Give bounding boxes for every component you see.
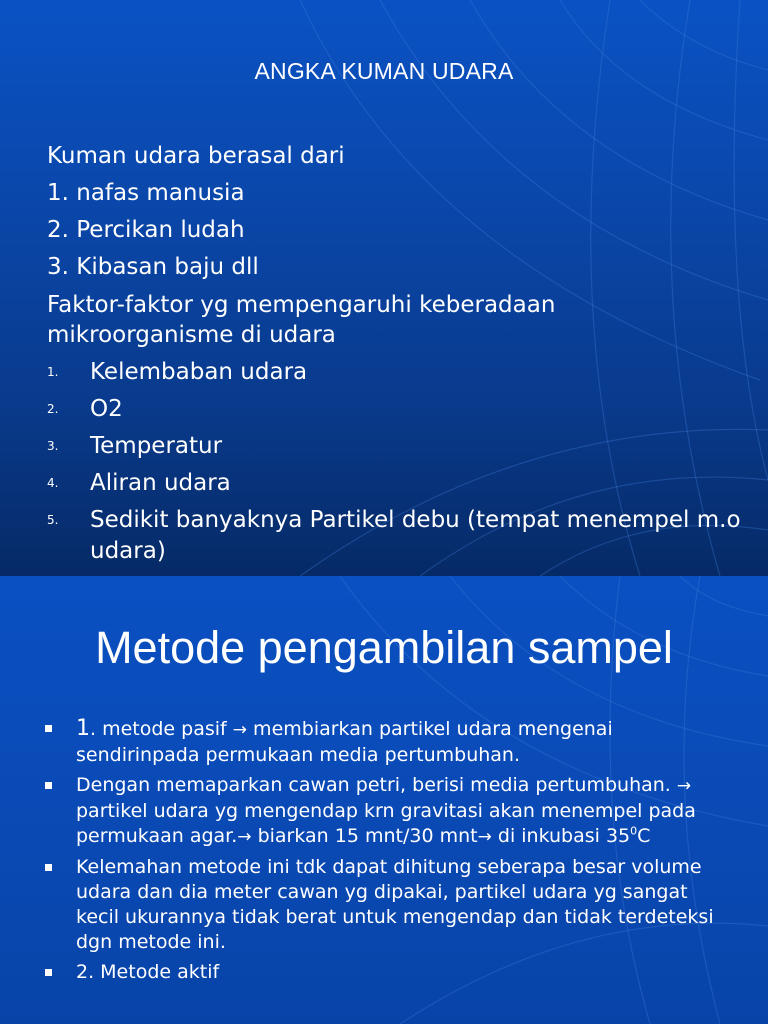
right-arrow-icon: → [477,827,492,847]
factor-item [47,505,747,567]
slide-1-title: ANGKA KUMAN UDARA [254,58,514,84]
slide-2-body [40,716,730,990]
factor-text: O2 [90,396,123,422]
factor-text: Temperatur [90,433,223,459]
bullet-item [40,716,730,768]
bullet-text: partikel udara yg mengendap krn gravitasi akan menempel pada permukaan agar. [76,800,696,847]
bullet-text: Dengan memaparkan cawan petri, berisi media pertumbuhan. [76,774,677,796]
right-arrow-icon: → [237,827,252,847]
slide-2 [0,576,768,1024]
bullet-item [40,855,730,955]
bullet-text: C [637,825,651,847]
bullet-text: membiarkan partikel udara mengenai sendirinpada permukaan media pertumbuhan. [76,718,613,766]
right-arrow-icon: → [676,776,692,796]
bullet-item [40,960,730,985]
factors-heading: Faktor-faktor yg mempengaruhi keberadaan mikroorganisme di udara [47,292,556,348]
factor-number: 4. [47,476,59,490]
factor-number: 5. [47,513,59,527]
factor-item [47,428,747,465]
square-bullet-icon [45,864,52,871]
factor-item [47,465,747,502]
source-item: 3. Kibasan baju dll [47,254,259,280]
factor-number: 3. [47,439,59,453]
source-item: 2. Percikan ludah [47,217,245,243]
square-bullet-icon [45,782,52,789]
factor-number: 1. [47,365,59,379]
intro-text: Kuman udara berasal dari [47,143,345,169]
factor-item [47,354,747,391]
square-bullet-icon [45,969,52,976]
bullet-text: biarkan 15 mnt/30 mnt [251,825,478,847]
bullet-text: di inkubasi 35 [491,825,631,847]
source-item: 1. nafas manusia [47,180,245,206]
method-number: 1 [76,716,90,741]
bullet-text: 2. Metode aktif [76,961,220,983]
factors-list [47,354,747,567]
right-arrow-icon: → [232,720,248,740]
factor-text: Kelembaban udara [90,359,308,385]
bullet-text: . metode pasif [90,718,233,740]
factor-number: 2. [47,402,59,416]
factor-text: Sedikit banyaknya Partikel debu (tempat menempel m.o udara) [90,507,741,564]
factor-item [47,391,747,428]
slide-1-body [47,138,747,567]
bullet-item [40,773,730,850]
factor-text: Aliran udara [90,470,231,496]
square-bullet-icon [45,725,52,732]
degree-superscript: 0 [630,824,638,838]
slide-2-title: Metode pengambilan sampel [95,622,673,673]
bullet-text: Kelemahan metode ini tdk dapat dihitung seberapa besar volume udara dan dia meter cawan yg dipakai, partikel udara yg sangat kecil ukurannya tidak berat untuk mengendap dan tidak terdeteksi dgn metode ini. [76,856,714,953]
